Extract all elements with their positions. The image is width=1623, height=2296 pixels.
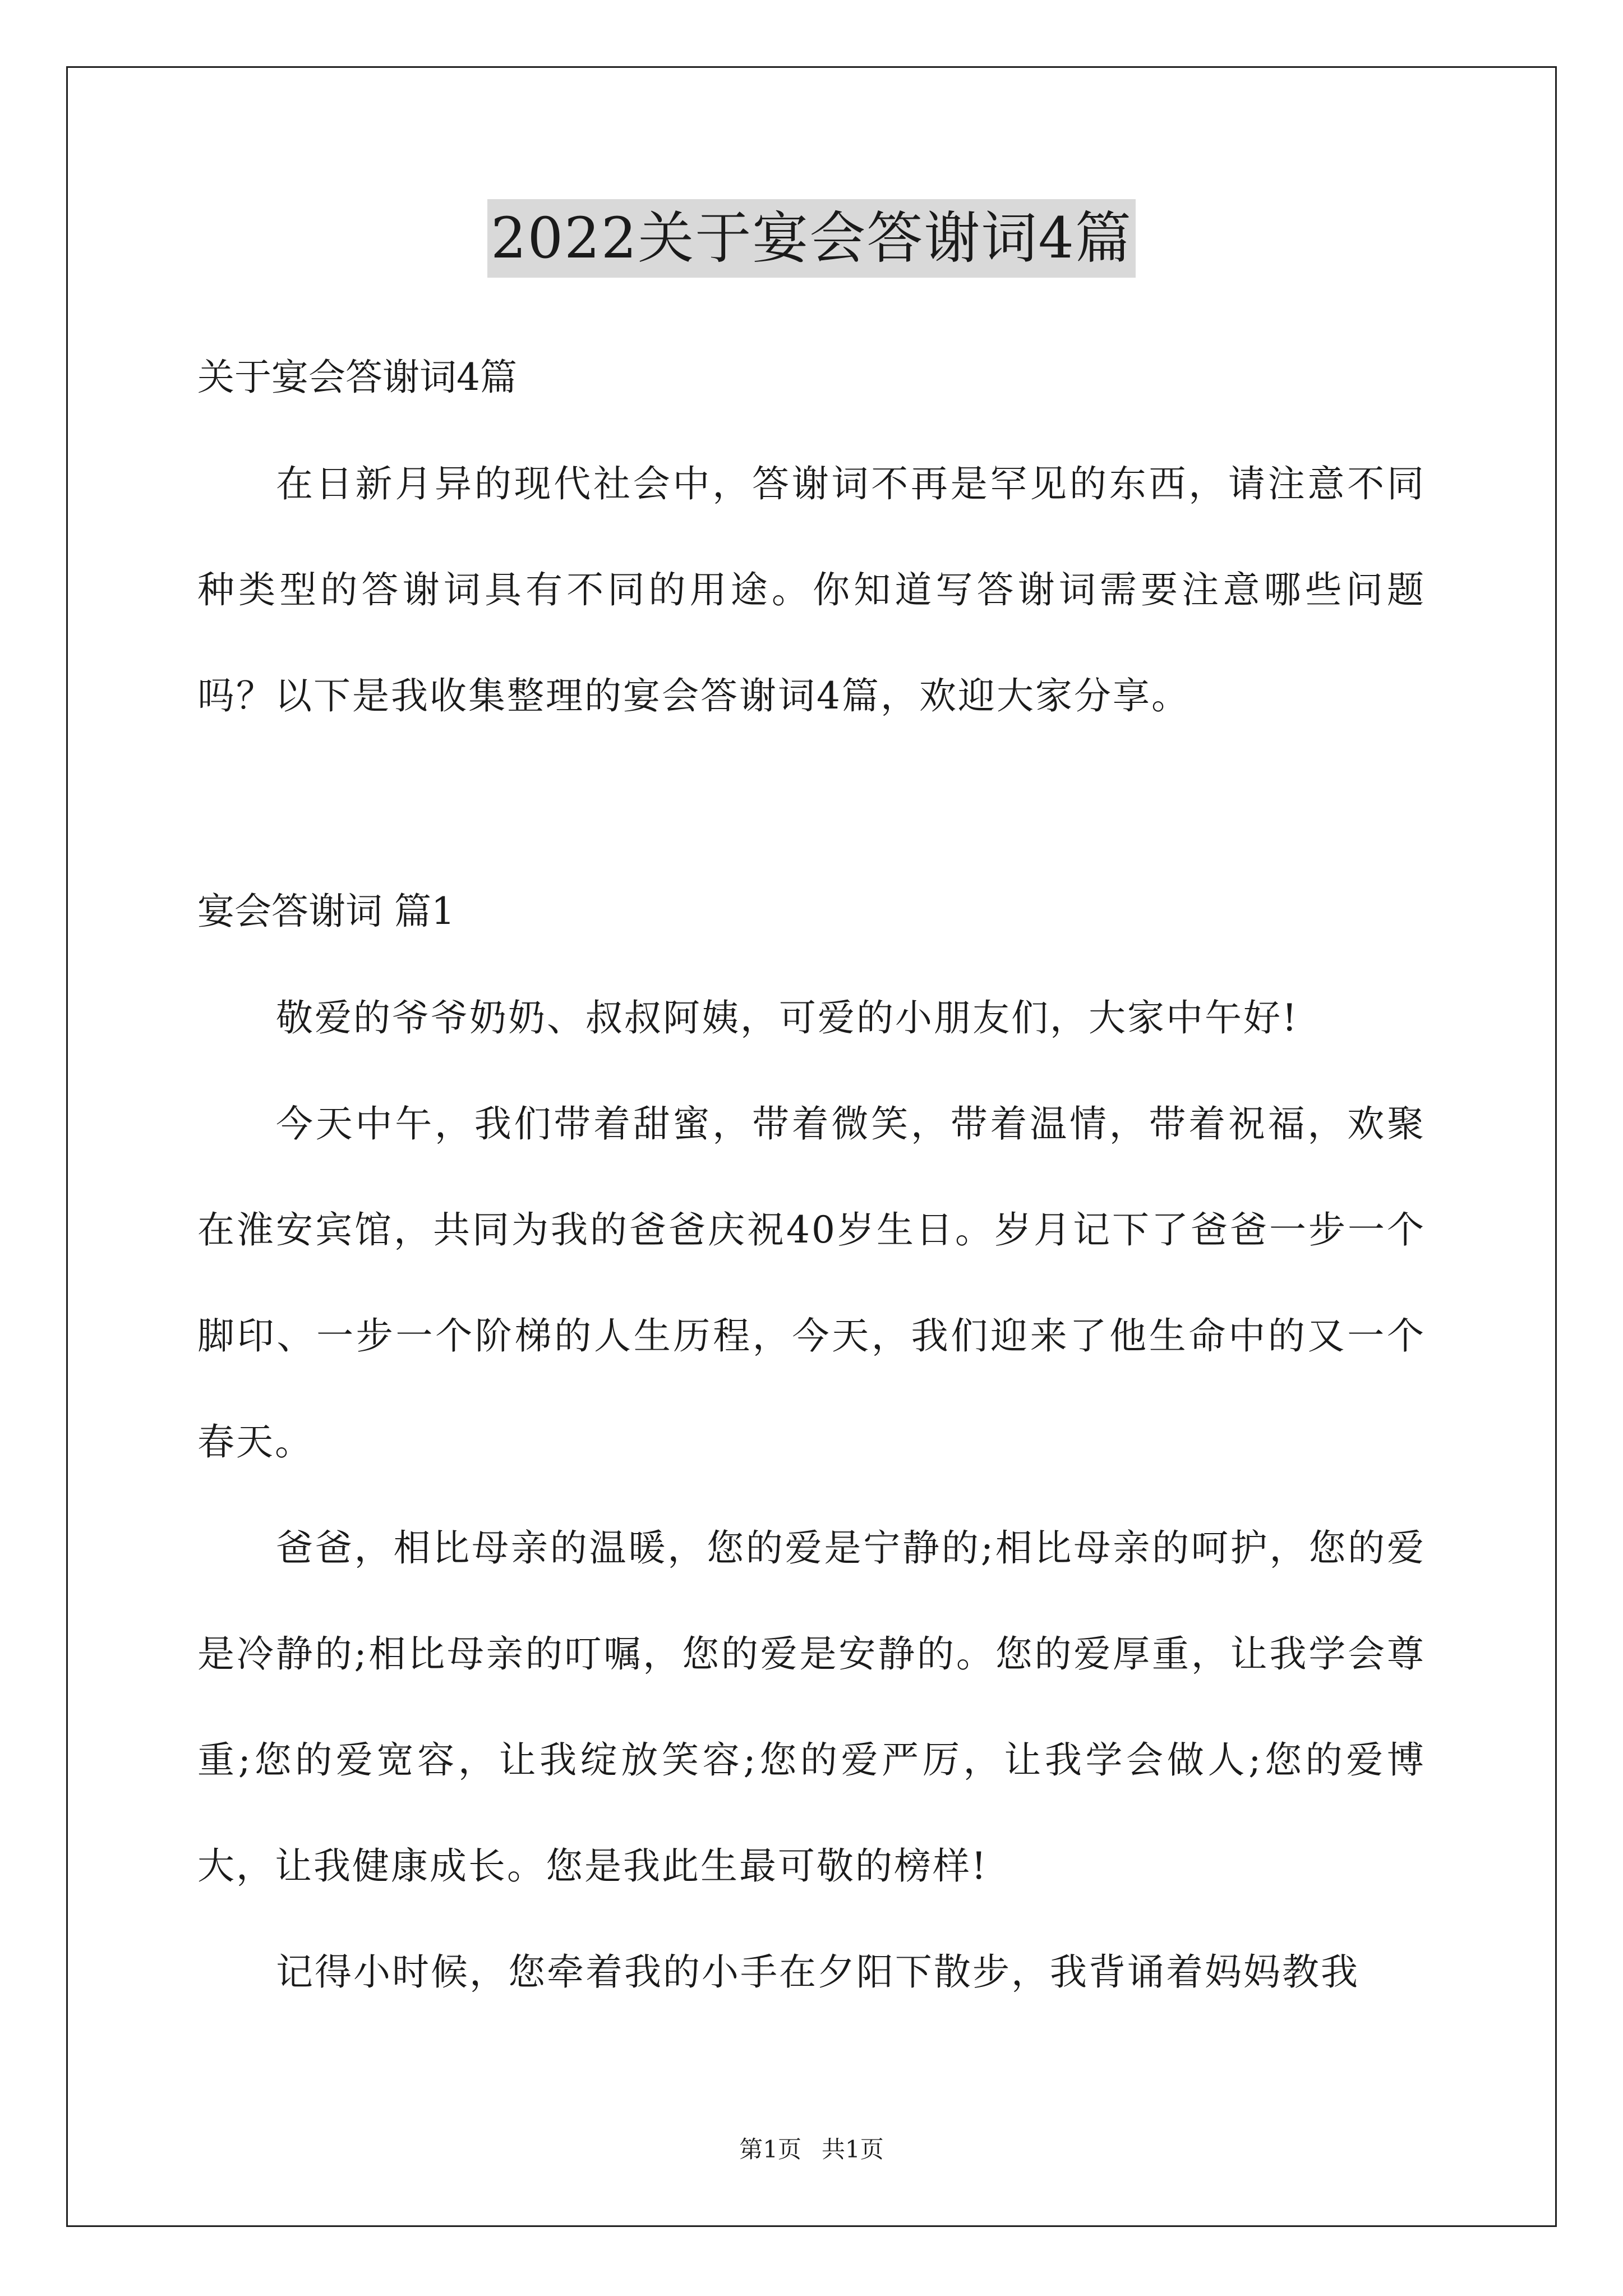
paragraph-memory: 记得小时候，您牵着我的小手在夕阳下散步，我背诵着妈妈教我	[276, 1950, 1359, 1994]
intro-paragraph: 在日新月异的现代社会中，答谢词不再是罕见的东西，请注意不同种类型的答谢词具有不同的用途。你知道写答谢词需要注意哪些问题吗？以下是我收集整理的宴会答谢词4篇，欢迎大家分享。	[197, 462, 1426, 717]
section-heading: 宴会答谢词 篇1	[197, 890, 455, 933]
page-total: 共1页	[822, 2136, 884, 2163]
title-container	[0, 199, 1623, 278]
page-footer	[0, 2133, 1623, 2166]
paragraph-greeting: 敬爱的爷爷奶奶、叔叔阿姨，可爱的小朋友们，大家中午好!	[276, 996, 1299, 1039]
paragraph-celebration: 今天中午，我们带着甜蜜，带着微笑，带着温情，带着祝福，欢聚在淮安宾馆，共同为我的爸爸庆祝40岁生日。岁月记下了爸爸一步一个脚印、一步一个阶梯的人生历程，今天，我们迎来了他生命中的又一个春天。	[197, 1102, 1426, 1464]
page-number: 第1页	[739, 2136, 801, 2163]
document-subtitle: 关于宴会答谢词4篇	[197, 356, 517, 399]
document-title: 2022关于宴会答谢词4篇	[487, 199, 1136, 278]
paragraph-father-love: 爸爸，相比母亲的温暖，您的爱是宁静的;相比母亲的呵护，您的爱是冷静的;相比母亲的叮嘱，您的爱是安静的。您的爱厚重，让我学会尊重;您的爱宽容，让我绽放笑容;您的爱严厉，让我学会做人;您的爱博大，让我健康成长。您是我此生最可敬的榜样!	[197, 1526, 1426, 1888]
